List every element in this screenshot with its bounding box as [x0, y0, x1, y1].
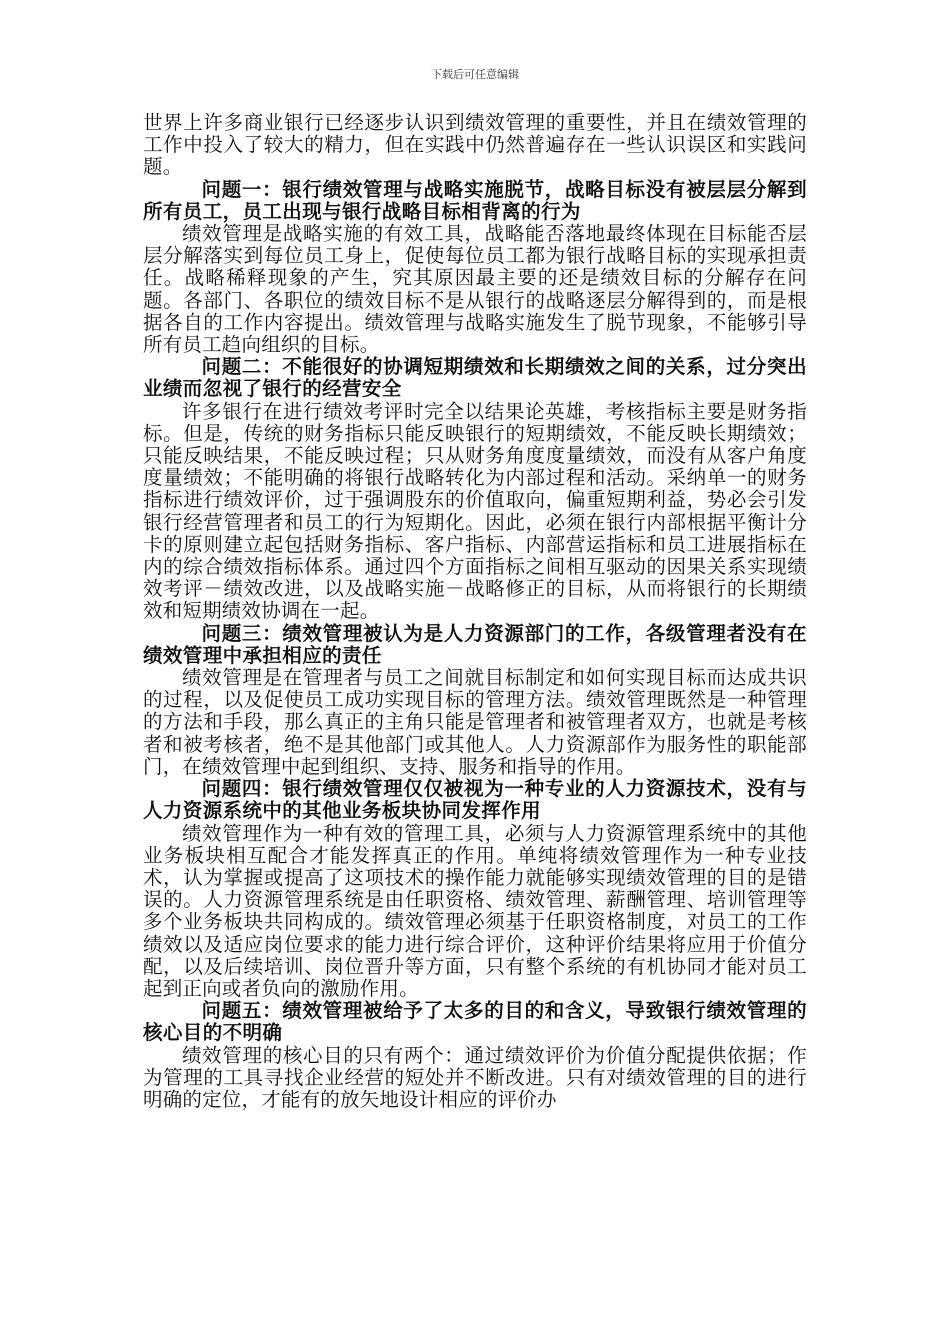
problem-4-heading: 问题四：银行绩效管理仅仅被视为一种专业的人力资源技术，没有与人力资源系统中的其他业务板块协同发挥作用 — [143, 777, 807, 823]
problem-3-paragraph: 绩效管理是在管理者与员工之间就目标制定和如何实现目标而达成共识的过程，以及促使员工成功实现目标的管理方法。绩效管理既然是一种管理的方法和手段，那么真正的主角只能是管理者和被管理者双方，也就是考核者和被考核者，绝不是其他部门或其他人。人力资源部作为服务性的职能部门，在绩效管理中起到组织、支持、服务和指导的作用。 — [143, 666, 807, 778]
document-body — [143, 112, 807, 1111]
problem-5-paragraph: 绩效管理的核心目的只有两个：通过绩效评价为价值分配提供依据；作为管理的工具寻找企业经营的短处并不断改进。只有对绩效管理的目的进行明确的定位，才能有的放矢地设计相应的评价办 — [143, 1043, 807, 1111]
problem-2-paragraph: 许多银行在进行绩效考评时完全以结果论英雄，考核指标主要是财务指标。但是，传统的财务指标只能反映银行的短期绩效，不能反映长期绩效；只能反映结果，不能反映过程；只从财务角度度量绩效，而没有从客户角度度量绩效；不能明确的将银行战略转化为内部过程和活动。采纳单一的财务指标进行绩效评价，过于强调股东的价值取向，偏重短期利益，势必会引发银行经营管理者和员工的行为短期化。因此，必须在银行内部根据平衡计分卡的原则建立起包括财务指标、客户指标、内部营运指标和员工进展指标在内的综合绩效指标体系。通过四个方面指标之间相互驱动的因果关系实现绩效考评－绩效改进，以及战略实施－战略修正的目标，从而将银行的长期绩效和短期绩效协调在一起。 — [143, 399, 807, 623]
problem-1-paragraph: 绩效管理是战略实施的有效工具，战略能否落地最终体现在目标能否层层分解落实到每位员工身上，促使每位员工都为银行战略目标的实现承担责任。战略稀释现象的产生，究其原因最主要的还是绩效目标的分解存在问题。各部门、各职位的绩效目标不是从银行的战略逐层分解得到的，而是根据各自的工作内容提出。绩效管理与战略实施发生了脱节现象，不能够引导所有员工趋向组织的目标。 — [143, 222, 807, 357]
problem-1-heading: 问题一：银行绩效管理与战略实施脱节，战略目标没有被层层分解到所有员工，员工出现与银行战略目标相背离的行为 — [143, 177, 807, 223]
intro-paragraph: 世界上许多商业银行已经逐步认识到绩效管理的重要性，并且在绩效管理的工作中投入了较大的精力，但在实践中仍然普遍存在一些认识误区和实践问题。 — [143, 111, 807, 179]
problem-2-heading: 问题二：不能很好的协调短期绩效和长期绩效之间的关系，过分突出业绩而忽视了银行的经营安全 — [143, 355, 807, 401]
page-header: 下载后可任意编辑 — [431, 68, 519, 81]
problem-4-paragraph: 绩效管理作为一种有效的管理工具，必须与人力资源管理系统中的其他业务板块相互配合才能发挥真正的作用。单纯将绩效管理作为一种专业技术，认为掌握或提高了这项技术的操作能力就能够实现绩效管理的目的是错误的。人力资源管理系统是由任职资格、绩效管理、薪酬管理、培训管理等多个业务板块共同构成的。绩效管理必须基于任职资格制度，对员工的工作绩效以及适应岗位要求的能力进行综合评价，这种评价结果将应用于价值分配，以及后续培训、岗位晋升等方面，只有整个系统的有机协同才能对员工起到正向或者负向的激励作用。 — [143, 821, 807, 1000]
problem-3-heading: 问题三：绩效管理被认为是人力资源部门的工作，各级管理者没有在绩效管理中承担相应的责任 — [143, 621, 807, 667]
problem-5-heading: 问题五：绩效管理被给予了太多的目的和含义，导致银行绩效管理的核心目的不明确 — [143, 999, 807, 1045]
